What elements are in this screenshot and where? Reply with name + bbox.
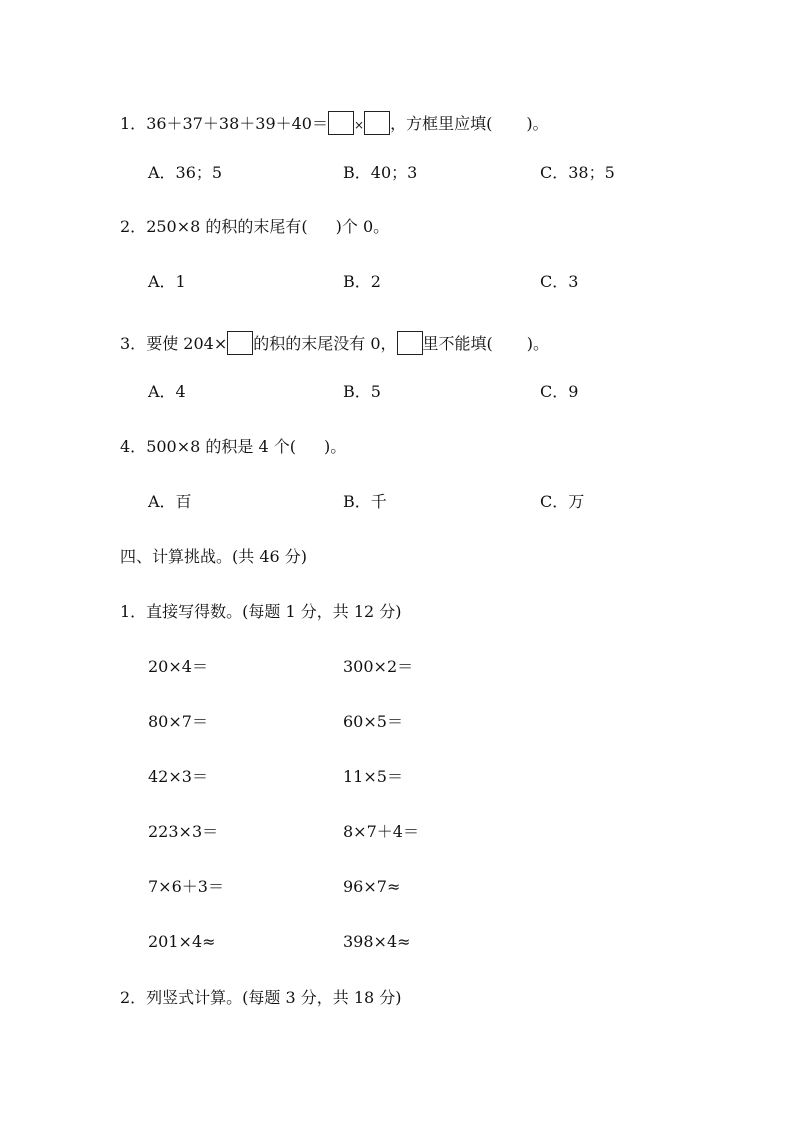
question-text: 250×8 的积的末尾有( <box>146 217 308 236</box>
question-2-stem <box>120 216 389 238</box>
question-text: 500×8 的积是 4 个( <box>146 437 296 456</box>
question-text: )。 <box>526 334 550 353</box>
question-number: 1． <box>120 114 147 133</box>
question-number: 3． <box>120 334 147 353</box>
option-c[interactable]: C．3 <box>540 272 579 291</box>
option-b[interactable]: B．千 <box>343 492 387 511</box>
question-text: 里不能填( <box>422 334 493 353</box>
option-a[interactable]: A．百 <box>148 492 192 511</box>
calc-item[interactable]: 8×7＋4＝ <box>343 822 419 841</box>
calc-item[interactable]: 96×7≈ <box>343 877 401 896</box>
option-c[interactable]: C．9 <box>540 382 579 401</box>
option-c[interactable]: C．38；5 <box>540 163 615 182</box>
option-b[interactable]: B．5 <box>343 382 381 401</box>
calc-item[interactable]: 300×2＝ <box>343 657 414 676</box>
question-4-stem <box>120 436 346 458</box>
calc-item[interactable]: 223×3＝ <box>148 822 219 841</box>
question-3-stem <box>120 331 549 353</box>
question-number: 4． <box>120 437 147 456</box>
question-text: 的积的末尾没有 0， <box>253 334 397 353</box>
times-sign: × <box>354 118 365 132</box>
question-text: 要使 204× <box>146 334 228 353</box>
calc-item[interactable]: 7×6＋3＝ <box>148 877 224 896</box>
option-a[interactable]: A．4 <box>148 382 186 401</box>
calc-item[interactable]: 201×4≈ <box>148 932 216 951</box>
section-heading: 四、计算挑战。(共 46 分) <box>120 547 308 566</box>
option-a[interactable]: A．1 <box>148 272 186 291</box>
question-text: 36＋37＋38＋39＋40＝ <box>146 114 328 133</box>
answer-box[interactable] <box>364 111 390 135</box>
option-b[interactable]: B．40；3 <box>343 163 418 182</box>
question-text: ，方框里应填( <box>390 114 493 133</box>
calc-item[interactable]: 398×4≈ <box>343 932 411 951</box>
calc-item[interactable]: 60×5＝ <box>343 712 403 731</box>
calc-item[interactable]: 11×5＝ <box>343 767 403 786</box>
question-text: )。 <box>526 114 549 133</box>
option-c[interactable]: C．万 <box>540 492 585 511</box>
answer-box[interactable] <box>328 111 354 135</box>
calc-item[interactable]: 80×7＝ <box>148 712 208 731</box>
question-text: )。 <box>324 437 347 456</box>
question-number: 2． <box>120 217 147 236</box>
question-1-stem <box>120 111 549 133</box>
part-2-heading: 2．列竖式计算。(每题 3 分，共 18 分) <box>120 988 402 1007</box>
answer-box[interactable] <box>397 331 423 355</box>
option-b[interactable]: B．2 <box>343 272 381 291</box>
option-a[interactable]: A．36；5 <box>148 163 223 182</box>
calc-item[interactable]: 42×3＝ <box>148 767 208 786</box>
part-1-heading: 1．直接写得数。(每题 1 分，共 12 分) <box>120 602 402 621</box>
question-text: )个 0。 <box>335 217 390 236</box>
answer-box[interactable] <box>227 331 253 355</box>
calc-item[interactable]: 20×4＝ <box>148 657 208 676</box>
